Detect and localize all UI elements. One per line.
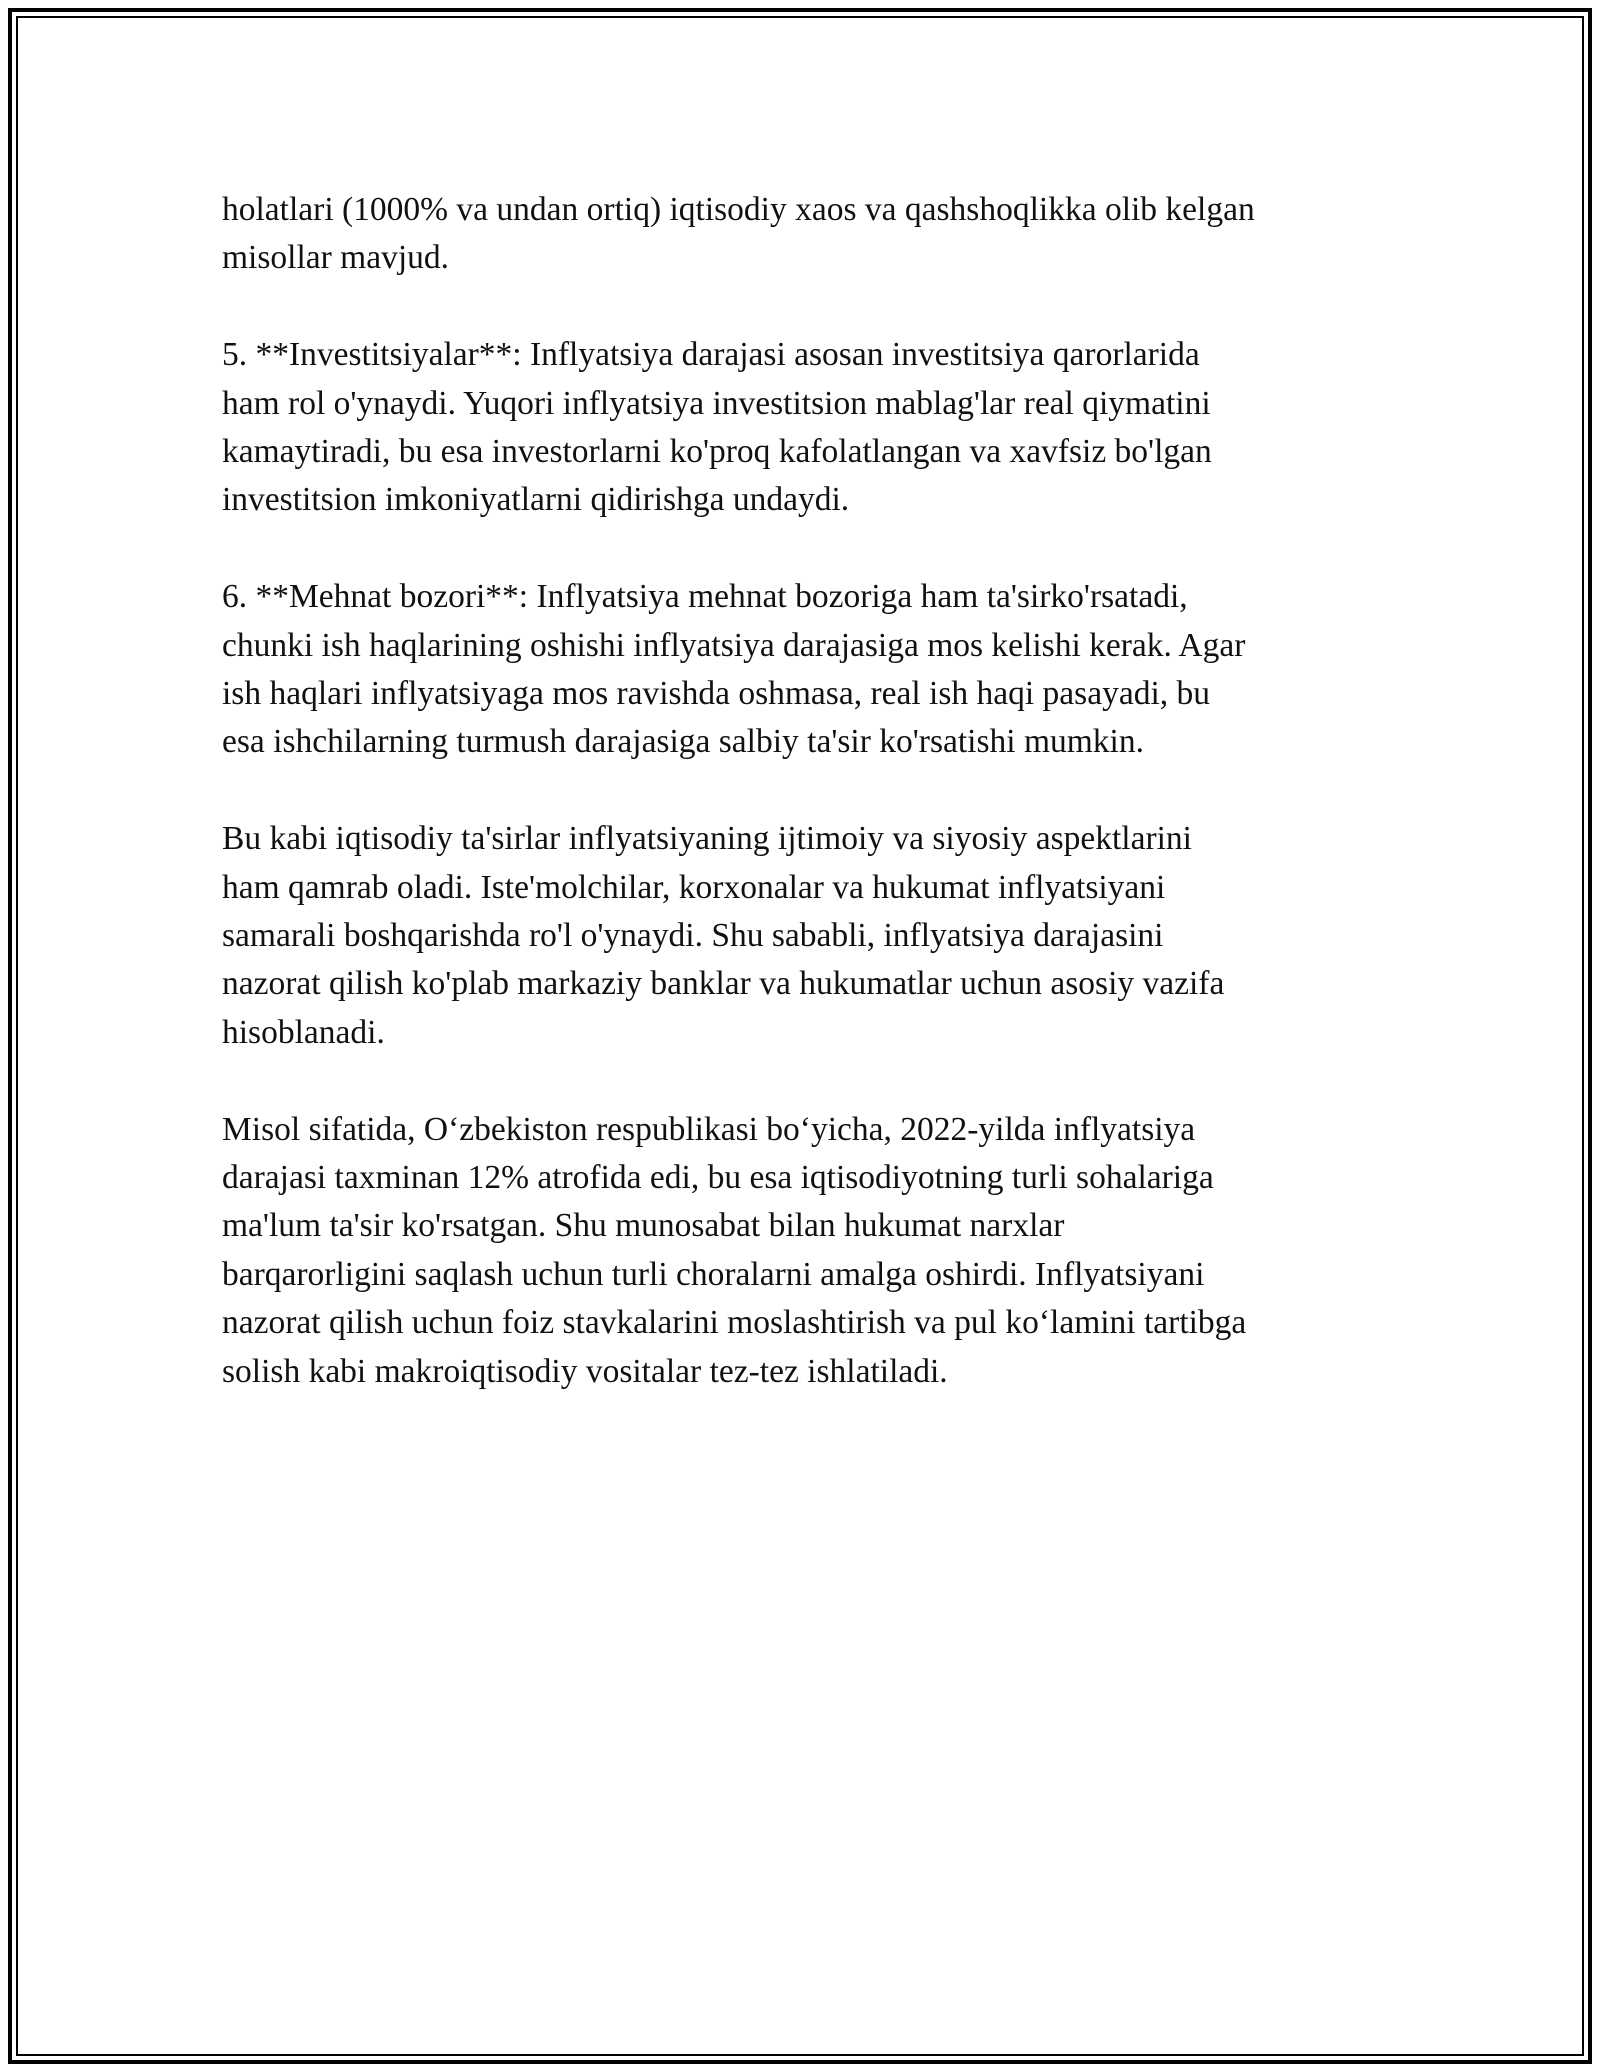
paragraph-labor-market: 6. **Mehnat bozori**: Inflyatsiya mehnat bozoriga ham ta'sirko'rsatadi, chunki ish haqlarining oshishi inflyatsiya darajasiga mos kelishi kerak. Agar ish haqlari inflyatsiyaga mos ravishda oshmasa, real ish haqi pasayadi, bu esa ishchilarning turmush darajasiga salbiy ta'sir ko'rsatishi mumkin. (222, 578, 1246, 761)
paragraph-investments: 5. **Investitsiyalar**: Inflyatsiya darajasi asosan investitsiya qarorlarida ham rol o'ynaydi. Yuqori inflyatsiya investitsion mablag'lar real qiymatini kamaytiradi, bu esa investorlarni ko'proq kafolatlangan va xavfsiz bo'lgan investitsion imkoniyatlarni qidirishga undaydi. (222, 336, 1212, 519)
document-body (222, 186, 1372, 1444)
paragraph-social-aspects: Bu kabi iqtisodiy ta'sirlar inflyatsiyaning ijtimoiy va siyosiy aspektlarini ham qamrab oladi. Iste'molchilar, korxonalar va hukumat inflyatsiyani samarali boshqarishda ro'l o'ynaydi. Shu sababli, inflyatsiya darajasini nazorat qilish ko'plab markaziy banklar va hukumatlar uchun asosiy vazifa hisoblanadi. (222, 820, 1225, 1051)
paragraph-continuation: holatlari (1000% va undan ortiq) iqtisodiy xaos va qashshoqlikka olib kelgan misollar mavjud. (222, 191, 1255, 277)
paragraph-uzbekistan-example: Misol sifatida, O‘zbekiston respublikasi bo‘yicha, 2022-yilda inflyatsiya darajasi taxminan 12% atrofida edi, bu esa iqtisodiyotning turli sohalariga ma'lum ta'sir ko'rsatgan. Shu munosabat bilan hukumat narxlar barqarorligini saqlash uchun turli choralarni amalga oshirdi. Inflyatsiyani nazorat qilish uchun foiz stavkalarini moslashtirish va pul ko‘lamini tartibga solish kabi makroiqtisodiy vositalar tez-tez ishlatiladi. (222, 1110, 1247, 1390)
